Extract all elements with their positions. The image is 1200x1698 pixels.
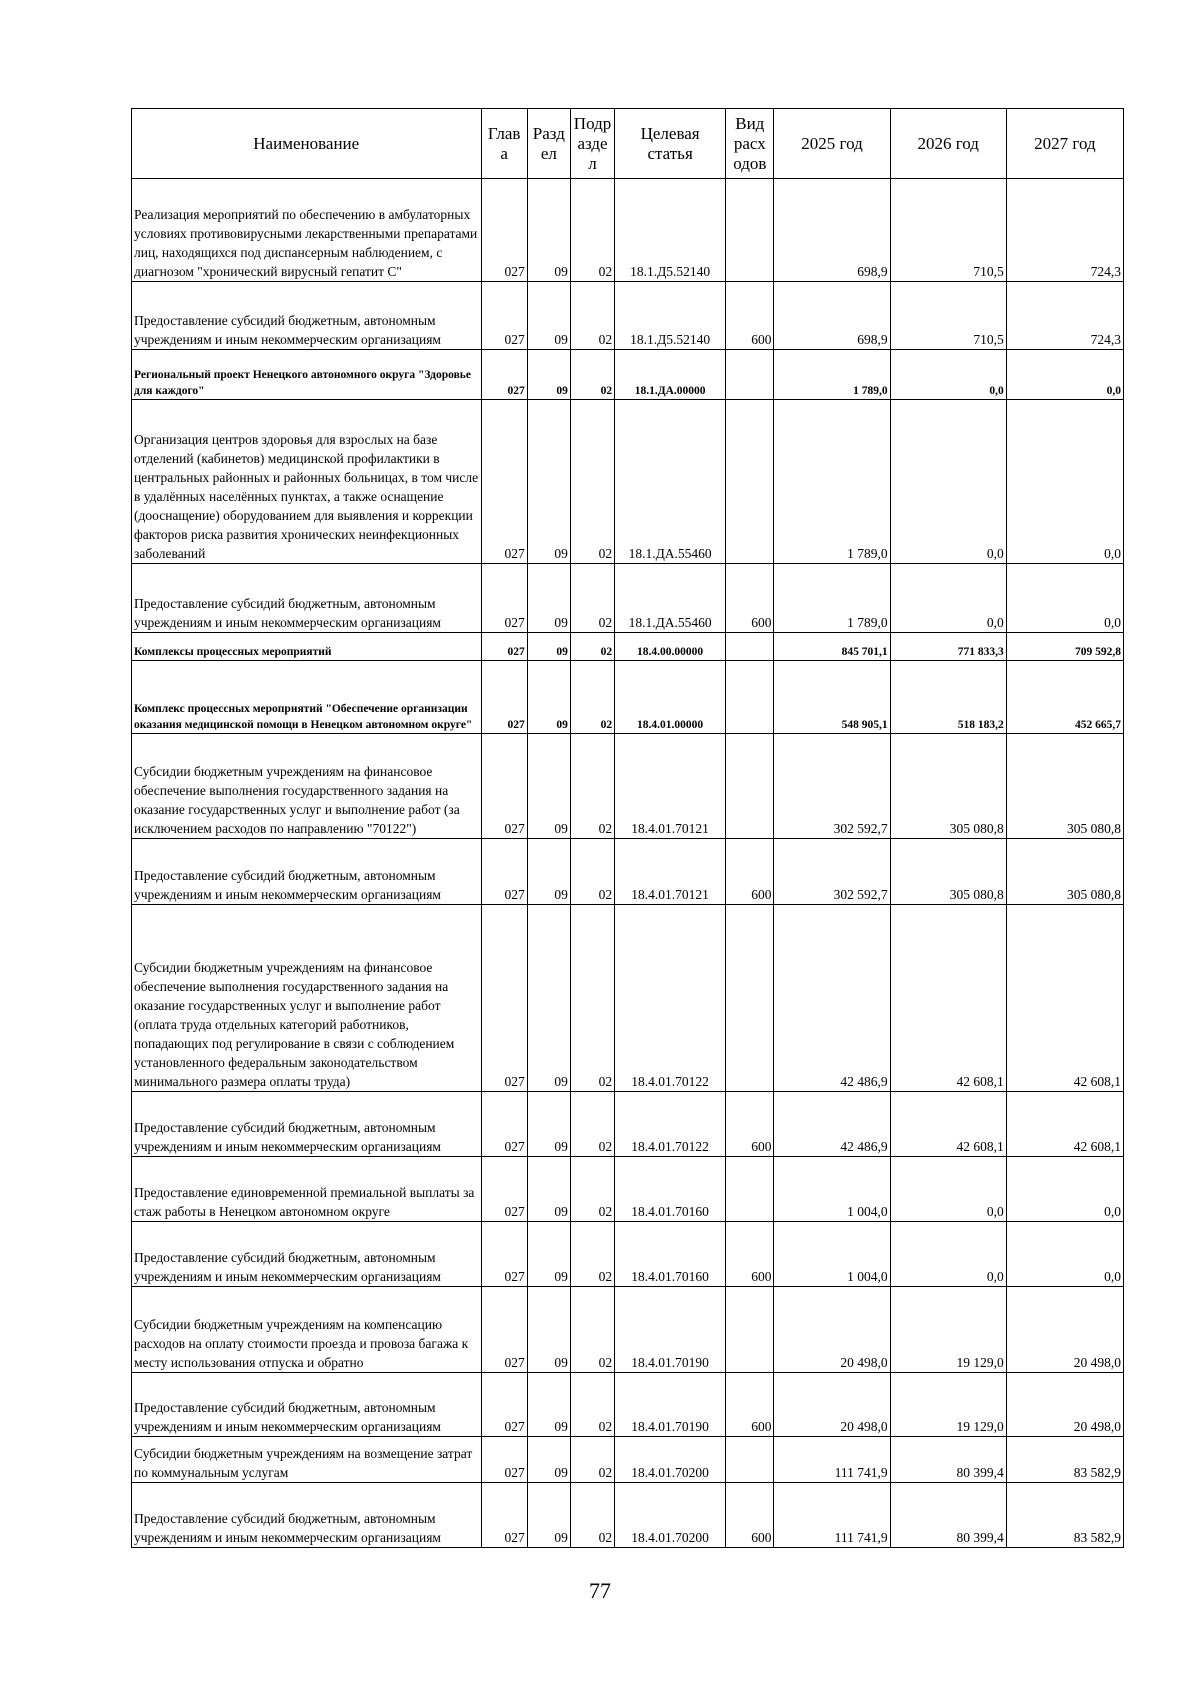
cell-vid: [726, 400, 774, 564]
cell-glava: 027: [481, 734, 527, 839]
cell-2025: 111 741,9: [774, 1437, 890, 1483]
cell-tselevaya: 18.4.01.70190: [615, 1373, 726, 1437]
cell-2026: 0,0: [890, 1222, 1006, 1287]
cell-2025: 845 701,1: [774, 633, 890, 661]
cell-glava: 027: [481, 905, 527, 1092]
cell-razdel: 09: [527, 350, 570, 400]
cell-glava: 027: [481, 179, 527, 282]
cell-vid: [726, 633, 774, 661]
header-tselevaya: Целевая статья: [615, 109, 726, 179]
cell-vid: [726, 350, 774, 400]
cell-2026: 80 399,4: [890, 1437, 1006, 1483]
cell-razdel: 09: [527, 1437, 570, 1483]
cell-vid: 600: [726, 1373, 774, 1437]
cell-tselevaya: 18.1.ДА.00000: [615, 350, 726, 400]
table-row: [132, 1483, 1124, 1548]
cell-podrazdel: 02: [570, 1437, 614, 1483]
cell-razdel: 09: [527, 1157, 570, 1222]
cell-2026: 42 608,1: [890, 905, 1006, 1092]
cell-razdel: 09: [527, 400, 570, 564]
cell-tselevaya: 18.4.01.70160: [615, 1222, 726, 1287]
cell-podrazdel: 02: [570, 734, 614, 839]
cell-2027: 724,3: [1006, 282, 1123, 350]
cell-glava: 027: [481, 1287, 527, 1373]
header-name: Наименование: [132, 109, 482, 179]
cell-razdel: 09: [527, 734, 570, 839]
cell-name: Предоставление субсидий бюджетным, автономным учреждениям и иным некоммерческим организациям: [132, 564, 482, 633]
table-header-row: [132, 109, 1124, 179]
budget-table: [131, 108, 1124, 1548]
cell-tselevaya: 18.4.01.70122: [615, 1092, 726, 1157]
cell-2027: 0,0: [1006, 400, 1123, 564]
cell-razdel: 09: [527, 564, 570, 633]
cell-podrazdel: 02: [570, 1287, 614, 1373]
cell-2026: 771 833,3: [890, 633, 1006, 661]
cell-tselevaya: 18.4.01.00000: [615, 661, 726, 734]
cell-podrazdel: 02: [570, 1092, 614, 1157]
cell-name: Предоставление субсидий бюджетным, автономным учреждениям и иным некоммерческим организациям: [132, 1483, 482, 1548]
cell-2027: 305 080,8: [1006, 734, 1123, 839]
cell-podrazdel: 02: [570, 839, 614, 905]
table-row: [132, 1157, 1124, 1222]
cell-vid: [726, 661, 774, 734]
cell-tselevaya: 18.1.ДА.55460: [615, 564, 726, 633]
cell-glava: 027: [481, 282, 527, 350]
cell-2025: 42 486,9: [774, 1092, 890, 1157]
cell-2026: 0,0: [890, 400, 1006, 564]
cell-2025: 111 741,9: [774, 1483, 890, 1548]
cell-2025: 698,9: [774, 179, 890, 282]
header-razdel: Разд ел: [527, 109, 570, 179]
header-2026: 2026 год: [890, 109, 1006, 179]
cell-2026: 0,0: [890, 1157, 1006, 1222]
cell-vid: [726, 1157, 774, 1222]
cell-tselevaya: 18.4.01.70122: [615, 905, 726, 1092]
cell-2027: 20 498,0: [1006, 1287, 1123, 1373]
cell-glava: 027: [481, 1373, 527, 1437]
cell-podrazdel: 02: [570, 400, 614, 564]
cell-vid: [726, 1437, 774, 1483]
cell-2025: 302 592,7: [774, 734, 890, 839]
cell-name: Организация центров здоровья для взрослых на базе отделений (кабинетов) медицинской профилактики в центральных районных и районных больницах, в том числе в удалённых населённых пунктах, а также оснащение (дооснащение) оборудованием для выявления и коррекции факторов риска развития хронических неинфекционных заболеваний: [132, 400, 482, 564]
cell-podrazdel: 02: [570, 661, 614, 734]
cell-2025: 698,9: [774, 282, 890, 350]
cell-name: Субсидии бюджетным учреждениям на возмещение затрат по коммунальным услугам: [132, 1437, 482, 1483]
header-2025: 2025 год: [774, 109, 890, 179]
cell-vid: 600: [726, 1092, 774, 1157]
cell-2027: 83 582,9: [1006, 1483, 1123, 1548]
cell-razdel: 09: [527, 905, 570, 1092]
table-row: [132, 400, 1124, 564]
cell-podrazdel: 02: [570, 179, 614, 282]
cell-name: Предоставление субсидий бюджетным, автономным учреждениям и иным некоммерческим организациям: [132, 282, 482, 350]
cell-vid: 600: [726, 1222, 774, 1287]
page-number: 77: [589, 1578, 611, 1603]
table-row: [132, 350, 1124, 400]
header-2027: 2027 год: [1006, 109, 1123, 179]
table-row: [132, 905, 1124, 1092]
cell-2027: 452 665,7: [1006, 661, 1123, 734]
cell-2026: 19 129,0: [890, 1373, 1006, 1437]
cell-podrazdel: 02: [570, 1157, 614, 1222]
cell-2026: 0,0: [890, 564, 1006, 633]
cell-razdel: 09: [527, 1222, 570, 1287]
cell-vid: [726, 734, 774, 839]
cell-2025: 548 905,1: [774, 661, 890, 734]
cell-razdel: 09: [527, 839, 570, 905]
cell-2025: 20 498,0: [774, 1373, 890, 1437]
cell-name: Реализация мероприятий по обеспечению в амбулаторных условиях противовирусными лекарственными препаратами лиц, находящихся под диспансерным наблюдением, с диагнозом "хронический вирусный гепатит С": [132, 179, 482, 282]
table-row: [132, 633, 1124, 661]
cell-vid: 600: [726, 282, 774, 350]
cell-name: Предоставление субсидий бюджетным, автономным учреждениям и иным некоммерческим организациям: [132, 1222, 482, 1287]
cell-2025: 1 004,0: [774, 1157, 890, 1222]
cell-name: Предоставление единовременной премиальной выплаты за стаж работы в Ненецком автономном округе: [132, 1157, 482, 1222]
cell-2026: 19 129,0: [890, 1287, 1006, 1373]
cell-2027: 42 608,1: [1006, 905, 1123, 1092]
cell-podrazdel: 02: [570, 1222, 614, 1287]
cell-tselevaya: 18.4.00.00000: [615, 633, 726, 661]
cell-name: Предоставление субсидий бюджетным, автономным учреждениям и иным некоммерческим организациям: [132, 1373, 482, 1437]
cell-glava: 027: [481, 839, 527, 905]
cell-2027: 0,0: [1006, 564, 1123, 633]
cell-2025: 1 789,0: [774, 400, 890, 564]
table-row: [132, 661, 1124, 734]
cell-podrazdel: 02: [570, 564, 614, 633]
table-row: [132, 1373, 1124, 1437]
cell-vid: [726, 905, 774, 1092]
header-podrazdel: Подр азде л: [570, 109, 614, 179]
cell-razdel: 09: [527, 661, 570, 734]
cell-razdel: 09: [527, 179, 570, 282]
cell-glava: 027: [481, 633, 527, 661]
cell-podrazdel: 02: [570, 350, 614, 400]
cell-2027: 83 582,9: [1006, 1437, 1123, 1483]
cell-2026: 710,5: [890, 282, 1006, 350]
cell-razdel: 09: [527, 1287, 570, 1373]
cell-tselevaya: 18.4.01.70160: [615, 1157, 726, 1222]
cell-tselevaya: 18.4.01.70121: [615, 839, 726, 905]
cell-name: Региональный проект Ненецкого автономного округа "Здоровье для каждого": [132, 350, 482, 400]
cell-name: Предоставление субсидий бюджетным, автономным учреждениям и иным некоммерческим организациям: [132, 839, 482, 905]
cell-2027: 305 080,8: [1006, 839, 1123, 905]
cell-2026: 710,5: [890, 179, 1006, 282]
cell-tselevaya: 18.4.01.70200: [615, 1483, 726, 1548]
cell-glava: 027: [481, 350, 527, 400]
cell-2026: 0,0: [890, 350, 1006, 400]
cell-vid: [726, 1287, 774, 1373]
cell-podrazdel: 02: [570, 905, 614, 1092]
cell-glava: 027: [481, 1157, 527, 1222]
cell-2026: 518 183,2: [890, 661, 1006, 734]
cell-podrazdel: 02: [570, 633, 614, 661]
cell-razdel: 09: [527, 1092, 570, 1157]
cell-vid: [726, 179, 774, 282]
cell-2027: 709 592,8: [1006, 633, 1123, 661]
cell-2026: 42 608,1: [890, 1092, 1006, 1157]
cell-2026: 305 080,8: [890, 734, 1006, 839]
cell-2027: 0,0: [1006, 1157, 1123, 1222]
cell-glava: 027: [481, 1222, 527, 1287]
cell-vid: 600: [726, 1483, 774, 1548]
cell-glava: 027: [481, 1437, 527, 1483]
cell-glava: 027: [481, 1092, 527, 1157]
cell-tselevaya: 18.4.01.70200: [615, 1437, 726, 1483]
table-row: [132, 564, 1124, 633]
cell-tselevaya: 18.4.01.70190: [615, 1287, 726, 1373]
cell-tselevaya: 18.1.Д5.52140: [615, 179, 726, 282]
cell-name: Субсидии бюджетным учреждениям на компенсацию расходов на оплату стоимости проезда и провоза багажа к месту использования отпуска и обратно: [132, 1287, 482, 1373]
cell-vid: 600: [726, 839, 774, 905]
cell-glava: 027: [481, 564, 527, 633]
cell-glava: 027: [481, 661, 527, 734]
cell-2025: 1 004,0: [774, 1222, 890, 1287]
cell-glava: 027: [481, 1483, 527, 1548]
table-row: [132, 839, 1124, 905]
cell-razdel: 09: [527, 633, 570, 661]
table-row: [132, 1287, 1124, 1373]
cell-tselevaya: 18.1.Д5.52140: [615, 282, 726, 350]
cell-razdel: 09: [527, 1483, 570, 1548]
table-row: [132, 282, 1124, 350]
cell-name: Комплексы процессных мероприятий: [132, 633, 482, 661]
cell-2025: 42 486,9: [774, 905, 890, 1092]
table-row: [132, 1092, 1124, 1157]
cell-2027: 42 608,1: [1006, 1092, 1123, 1157]
cell-2025: 20 498,0: [774, 1287, 890, 1373]
cell-2025: 302 592,7: [774, 839, 890, 905]
cell-name: Субсидии бюджетным учреждениям на финансовое обеспечение выполнения государственного задания на оказание государственных услуг и выполнение работ (оплата труда отдельных категорий работников, попадающих под регулирование в связи с соблюдением установленного федеральным законодательством минимального размера оплаты труда): [132, 905, 482, 1092]
cell-podrazdel: 02: [570, 1483, 614, 1548]
cell-2027: 0,0: [1006, 1222, 1123, 1287]
cell-glava: 027: [481, 400, 527, 564]
header-vid: Вид расх одов: [726, 109, 774, 179]
table-row: [132, 1437, 1124, 1483]
cell-tselevaya: 18.4.01.70121: [615, 734, 726, 839]
cell-tselevaya: 18.1.ДА.55460: [615, 400, 726, 564]
cell-name: Субсидии бюджетным учреждениям на финансовое обеспечение выполнения государственного задания на оказание государственных услуг и выполнение работ (за исключением расходов по направлению "70122"): [132, 734, 482, 839]
table-row: [132, 734, 1124, 839]
cell-2026: 80 399,4: [890, 1483, 1006, 1548]
cell-name: Комплекс процессных мероприятий "Обеспечение организации оказания медицинской помощи в Ненецком автономном округе": [132, 661, 482, 734]
header-glava: Глав а: [481, 109, 527, 179]
cell-2026: 305 080,8: [890, 839, 1006, 905]
cell-2025: 1 789,0: [774, 564, 890, 633]
cell-name: Предоставление субсидий бюджетным, автономным учреждениям и иным некоммерческим организациям: [132, 1092, 482, 1157]
cell-razdel: 09: [527, 1373, 570, 1437]
table-row: [132, 179, 1124, 282]
table-row: [132, 1222, 1124, 1287]
cell-podrazdel: 02: [570, 1373, 614, 1437]
cell-2027: 724,3: [1006, 179, 1123, 282]
cell-2027: 20 498,0: [1006, 1373, 1123, 1437]
cell-razdel: 09: [527, 282, 570, 350]
cell-podrazdel: 02: [570, 282, 614, 350]
cell-2025: 1 789,0: [774, 350, 890, 400]
cell-2027: 0,0: [1006, 350, 1123, 400]
cell-vid: 600: [726, 564, 774, 633]
